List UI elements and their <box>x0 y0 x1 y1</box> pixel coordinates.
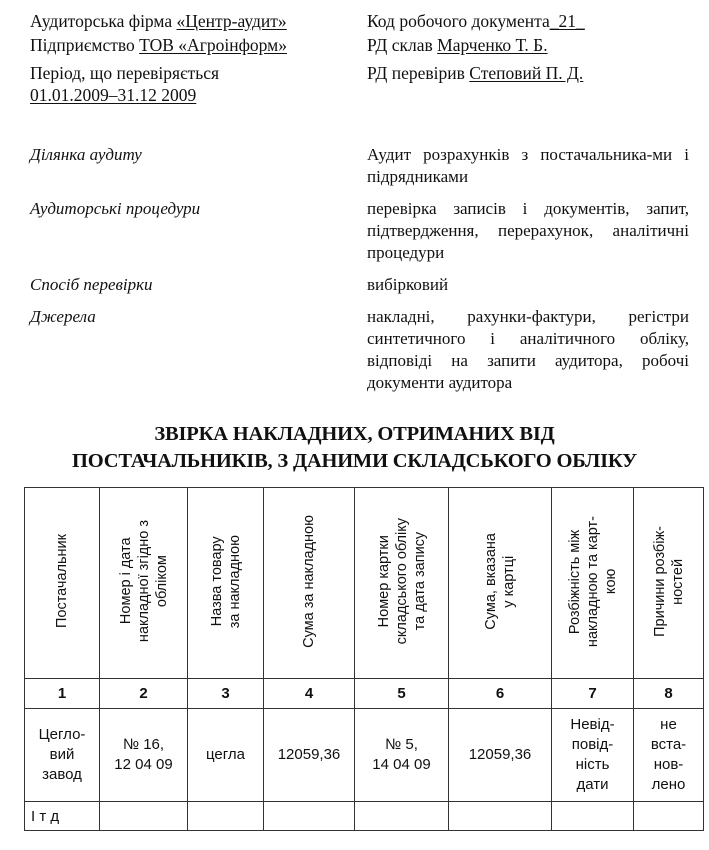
table-row <box>25 709 704 802</box>
column-header: Сума за накладною <box>264 488 355 679</box>
period-label: Період, що перевіряється <box>30 63 220 83</box>
company-label: Підприємство <box>30 35 140 55</box>
info-label: Спосіб перевірки <box>30 275 153 294</box>
column-number: 7 <box>552 679 634 709</box>
empty-cell <box>355 802 449 831</box>
column-header: Назва товару за накладною <box>188 488 264 679</box>
header-right <box>367 10 585 86</box>
composed-by-label: РД склав <box>367 35 438 55</box>
info-label: Ділянка аудиту <box>30 145 142 164</box>
column-numbers-row <box>25 679 704 709</box>
table-cell: № 5, 14 04 09 <box>355 709 449 802</box>
doc-code-line <box>367 10 585 34</box>
info-label: Джерела <box>30 307 96 326</box>
audit-info <box>30 144 690 400</box>
audit-firm-line <box>30 10 287 34</box>
column-header: Причини розбіж- ностей <box>634 488 704 679</box>
info-value: перевірка записів і документів, запит, підтвердження, перерахунок, аналітичні процедури <box>367 199 689 262</box>
table-cell: 12059,36 <box>449 709 552 802</box>
table-row-etc <box>25 802 704 831</box>
info-item-area <box>30 144 690 188</box>
table-cell: цегла <box>188 709 264 802</box>
info-label: Аудиторські процедури <box>30 199 201 218</box>
info-item-procedures <box>30 198 690 264</box>
column-header: Розбіжність між накладною та карт- кою <box>552 488 634 679</box>
table-cell: Невід- повід- ність дати <box>552 709 634 802</box>
checked-by-label: РД перевірив <box>367 63 470 83</box>
period-line <box>30 62 287 106</box>
column-header: Номер картки складського обліку та дата запису <box>355 488 449 679</box>
document-title <box>0 421 709 475</box>
doc-code-value: _21_ <box>549 11 585 31</box>
checked-by-value: Степовий П. Д. <box>469 63 584 83</box>
empty-cell <box>449 802 552 831</box>
composed-by-value: Марченко Т. Б. <box>437 35 548 55</box>
column-header: Номер і дата накладної згідно з обліком <box>100 488 188 679</box>
empty-cell <box>188 802 264 831</box>
title-line-1: ЗВІРКА НАКЛАДНИХ, ОТРИМАНИХ ВІД <box>154 423 555 445</box>
column-number: 3 <box>188 679 264 709</box>
table-cell: не вста- нов- лено <box>634 709 704 802</box>
period-value: 01.01.2009–31.12 2009 <box>30 85 197 105</box>
info-value: Аудит розрахунків з постачальника-ми і підрядниками <box>367 145 689 186</box>
etc-cell: І т д <box>25 802 100 831</box>
column-number: 2 <box>100 679 188 709</box>
column-number: 4 <box>264 679 355 709</box>
checked-by-line <box>367 62 585 86</box>
table-cell: 12059,36 <box>264 709 355 802</box>
empty-cell <box>100 802 188 831</box>
header-left <box>30 10 287 106</box>
empty-cell <box>634 802 704 831</box>
column-number: 8 <box>634 679 704 709</box>
title-line-2: ПОСТАЧАЛЬНИКІВ, З ДАНИМИ СКЛАДСЬКОГО ОБЛІКУ <box>71 450 638 472</box>
audit-firm-value: «Центр-аудит» <box>176 11 287 31</box>
info-item-method <box>30 274 690 296</box>
info-value: накладні, рахунки-фактури, регістри синтетичного і аналітичного обліку, відповіді на запити аудитора, робочі документи аудитора <box>367 307 689 392</box>
column-header: Постачальник <box>25 488 100 679</box>
column-number: 6 <box>449 679 552 709</box>
audit-firm-label: Аудиторська фірма <box>30 11 177 31</box>
company-value: ТОВ «Агроінформ» <box>139 35 287 55</box>
composed-by-line <box>367 34 585 58</box>
empty-cell <box>264 802 355 831</box>
reconciliation-table <box>24 487 704 831</box>
info-item-sources <box>30 306 690 394</box>
column-number: 1 <box>25 679 100 709</box>
table-cell: Цегло- вий завод <box>25 709 100 802</box>
table-cell: № 16, 12 04 09 <box>100 709 188 802</box>
table-header-row <box>25 488 704 679</box>
company-line <box>30 34 287 58</box>
info-value: вибірковий <box>367 275 449 294</box>
column-number: 5 <box>355 679 449 709</box>
empty-cell <box>552 802 634 831</box>
column-header: Сума, вказана у картці <box>449 488 552 679</box>
doc-code-label: Код робочого документа <box>367 11 550 31</box>
